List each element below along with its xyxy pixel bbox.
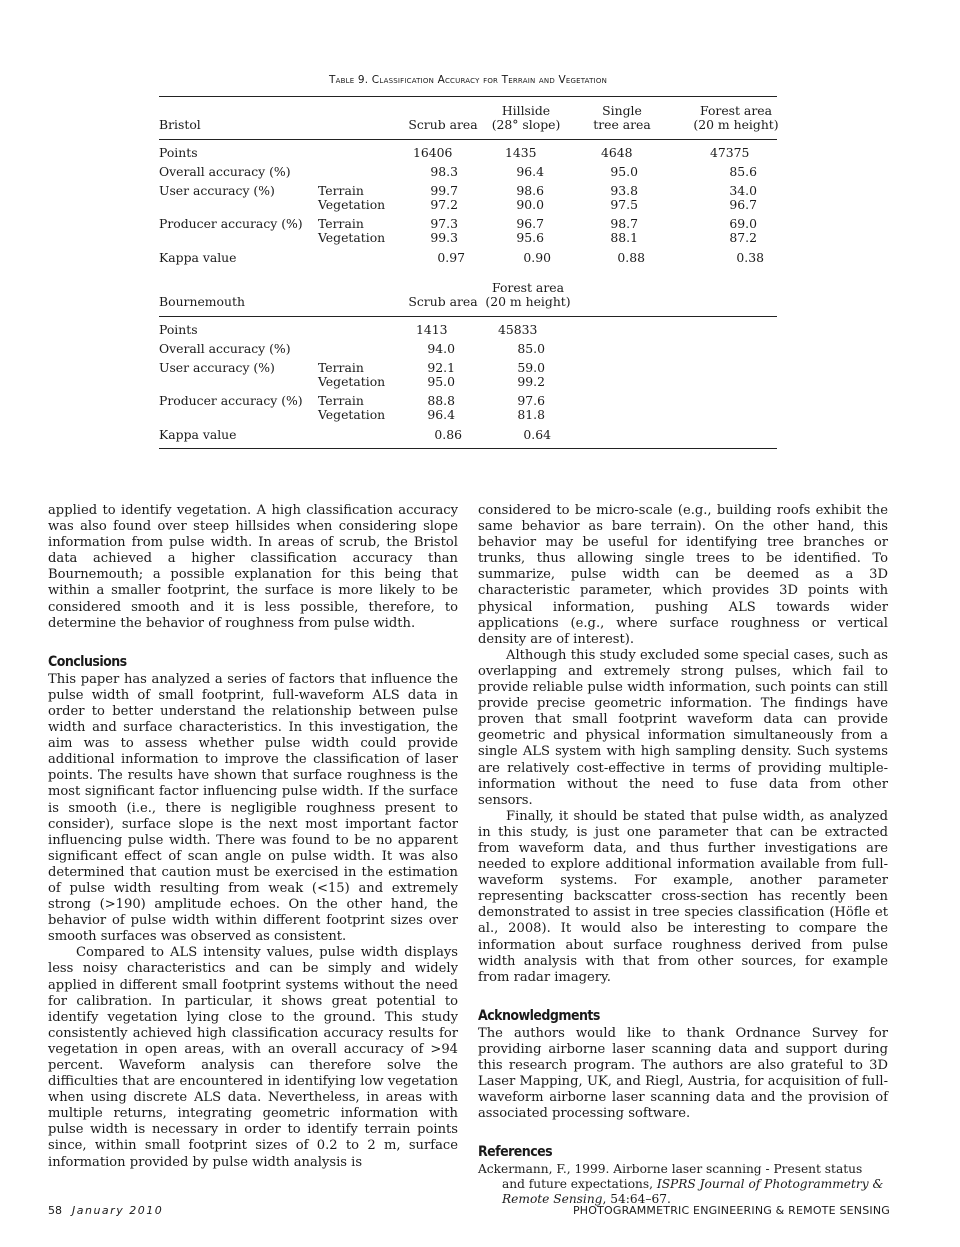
cell: 96.7 [729, 197, 757, 212]
cell: 69.0 [729, 216, 757, 231]
cell: 92.1 [427, 360, 455, 375]
section-heading-references: References [478, 1144, 553, 1161]
header-hillside: Hillside [501, 103, 551, 118]
cell: 0.97 [437, 250, 465, 265]
cell: 95.0 [610, 164, 638, 179]
row-label: Kappa value [159, 250, 237, 265]
cell: 88.8 [427, 393, 455, 408]
cell: 4648 [601, 145, 633, 160]
section-heading-conclusions: Conclusions [48, 653, 127, 670]
cell: 93.8 [610, 183, 638, 198]
row-label: Kappa value [159, 427, 237, 442]
cell: 97.6 [517, 393, 545, 408]
paragraph: applied to identify vegetation. A high classification accuracy was also found over steep hillsides when considering slope information from pulse width. In areas of scrub, the Bristol data achieved a higher classification accuracy than Bournemouth; a possible explanation for this being that within a smaller footprint, the surface is more likely to be considered smooth and it is less possible, therefore, to determine the behavior of roughness from pulse width. [48, 503, 458, 631]
paragraph: This paper has analyzed a series of factors that influence the pulse width of small footprint, full-waveform ALS data in order to better understand the relationship between pulse width and surface characteristics. In this investigation, the aim was to assess whether pulse width could provide additional information to improve the classification of laser points. The results have shown that surface roughness is the most significant factor influencing pulse width. If the surface is smooth (i.e., there is negligible roughness present to consider), surface slope is the next most important factor influencing pulse width. There was found to be no apparent significant effect of scan angle on pulse width. It was also determined that caution must be exercised in the estimation of pulse width resulting from weak (<15) and extremely strong (>190) amplitude echoes. On the other hand, the behavior of pulse width within different footprint sizes over smooth surfaces was observed as consistent. [48, 671, 458, 945]
cell: 97.5 [610, 197, 638, 212]
table-rule [159, 139, 777, 140]
cell: 99.3 [430, 230, 458, 245]
cell: 88.1 [610, 230, 638, 245]
sub-label: Vegetation [318, 230, 386, 245]
cell: 0.38 [736, 250, 764, 265]
cell: 0.88 [617, 250, 645, 265]
cell: 47375 [710, 145, 750, 160]
row-label: Overall accuracy (%) [159, 341, 291, 356]
cell: 98.6 [516, 183, 544, 198]
cell: 96.4 [516, 164, 544, 179]
cell: 95.6 [516, 230, 544, 245]
cell: 0.64 [523, 427, 551, 442]
bournemouth-title: Bournemouth [159, 294, 245, 309]
paragraph: Although this study excluded some special cases, such as overlapping and extremely strong pulses, which fail to provide reliable pulse width information, such points can still provide precise geometric information. The findings have proven that small footprint waveform data can provide geometric and physical information simultaneously from a single ALS system with high sampling density. Such systems are relatively cost-effective in terms of providing multiple-information without the need to fuse data from other sensors. [478, 647, 888, 808]
right-column [478, 503, 888, 1207]
issue-date: January 2010 [72, 1204, 164, 1217]
header-scrub: Scrub area [408, 294, 478, 309]
header-forest: Forest area [492, 280, 564, 295]
cell: 45833 [498, 322, 538, 337]
cell: 1413 [416, 322, 448, 337]
header-single: Single [602, 103, 642, 118]
sub-label: Vegetation [318, 197, 386, 212]
cell: 0.90 [523, 250, 551, 265]
cell: 34.0 [729, 183, 757, 198]
row-label: Points [159, 322, 198, 337]
header-single-sub: tree area [593, 117, 651, 132]
cell: 97.2 [430, 197, 458, 212]
cell: 98.3 [430, 164, 458, 179]
sub-label: Vegetation [318, 407, 386, 422]
cell: 95.0 [427, 374, 455, 389]
table-bottom-rule [159, 448, 777, 449]
row-label: User accuracy (%) [159, 183, 275, 198]
row-label: User accuracy (%) [159, 360, 275, 375]
sub-label: Terrain [318, 393, 364, 408]
cell: 85.0 [517, 341, 545, 356]
journal-name: PHOTOGRAMMETRIC ENGINEERING & REMOTE SENSING [572, 1204, 890, 1217]
cell: 99.7 [430, 183, 458, 198]
cell: 16406 [413, 145, 453, 160]
left-column [48, 503, 458, 1171]
header-scrub: Scrub area [408, 117, 478, 132]
section-heading-acknowledgments: Acknowledgments [478, 1007, 600, 1024]
row-label: Overall accuracy (%) [159, 164, 291, 179]
cell: 94.0 [427, 341, 455, 356]
cell: 85.6 [729, 164, 757, 179]
cell: 1435 [505, 145, 537, 160]
cell: 96.4 [427, 407, 455, 422]
paragraph: Finally, it should be stated that pulse width, as analyzed in this study, is just one parameter that can be extracted from waveform data, and thus further investigations are needed to explore additional information available from full-waveform systems. For example, another parameter representing backscatter cross-section has recently been demonstrated to assist in tree species classification (Höfle et al., 2008). It would also be interesting to compare the information about surface roughness derived from pulse width analysis with that from other sources, for example from radar imagery. [478, 808, 888, 985]
cell: 96.7 [516, 216, 544, 231]
cell: 81.8 [517, 407, 545, 422]
cell: 90.0 [516, 197, 544, 212]
paragraph: Compared to ALS intensity values, pulse width displays less noisy characteristics and can be simply and widely applied in different small footprint systems without the need for calibration. In particular, it shows great potential to identify vegetation lying close to the ground. This study consistently achieved high classification accuracy results for vegetation in open areas, with an overall accuracy of >94 percent. Waveform analysis can therefore solve the difficulties that are encountered in identifying low vegetation when using discrete ALS data. Nevertheless, in areas with multiple returns, integrating geometric information with pulse width is necessary in order to identify terrain points since, within small footprint sizes of 0.2 to 2 m, surface information provided by pulse width analysis is [48, 945, 459, 1170]
cell: 98.7 [610, 216, 638, 231]
cell: 59.0 [517, 360, 545, 375]
page-number: 58 [48, 1204, 62, 1217]
reference-item: Ackermann, F., 1999. Airborne laser scanning - Present status and future expectations, ISPRS Journal of Photogrammetry & Remote Sensing, 54:64–67. [478, 1162, 884, 1207]
table-rule [159, 316, 777, 317]
table-caption: Table 9. Classification Accuracy for Terrain and Vegetation [328, 74, 608, 86]
sub-label: Vegetation [318, 374, 386, 389]
sub-label: Terrain [318, 216, 364, 231]
footer-left [48, 1204, 163, 1217]
row-label: Points [159, 145, 198, 160]
row-label: Producer accuracy (%) [159, 216, 303, 231]
paragraph: considered to be micro-scale (e.g., building roofs exhibit the same behavior as bare terrain). On the other hand, this behavior may be useful for identifying tree branches or trunks, thus allowing single trees to be identified. To summarize, pulse width can be deemed as a 3D characteristic parameter, which provides 3D points with physical information, pushing ALS towards wider applications (e.g., where surface roughness or vertical density are of interest). [478, 503, 889, 647]
header-hillside-sub: (28° slope) [491, 117, 561, 132]
header-forest: Forest area [700, 103, 772, 118]
paragraph: The authors would like to thank Ordnance Survey for providing airborne laser scanning data and support during this research program. The authors are also grateful to 3D Laser Mapping, UK, and Riegl, Austria, for acquisition of full-waveform airborne laser scanning data and the provision of associated processing software. [478, 1025, 888, 1122]
table-top-rule [159, 96, 777, 97]
header-forest-sub: (20 m height) [485, 294, 571, 309]
row-label: Producer accuracy (%) [159, 393, 303, 408]
cell: 0.86 [434, 427, 462, 442]
cell: 87.2 [729, 230, 757, 245]
bristol-title: Bristol [159, 117, 201, 132]
header-forest-sub: (20 m height) [693, 117, 779, 132]
sub-label: Terrain [318, 360, 364, 375]
cell: 99.2 [517, 374, 545, 389]
sub-label: Terrain [318, 183, 364, 198]
cell: 97.3 [430, 216, 458, 231]
